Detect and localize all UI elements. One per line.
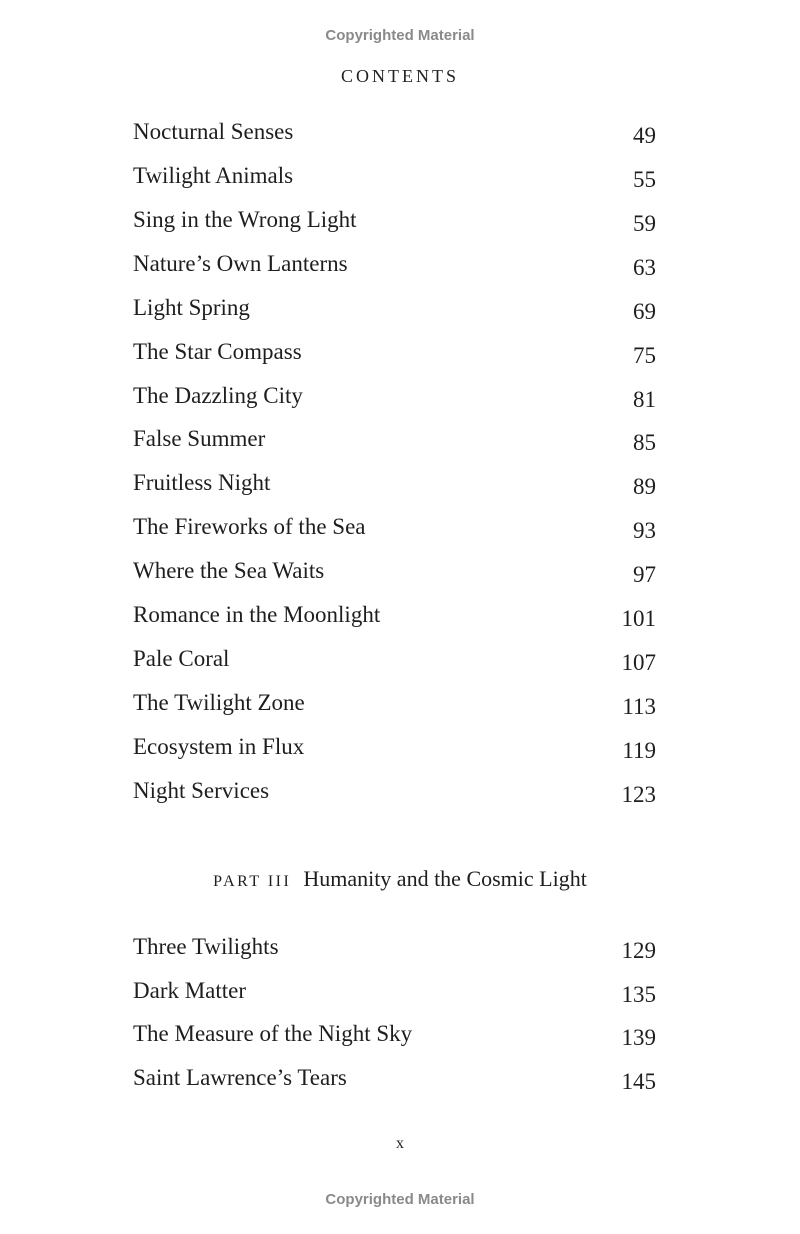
toc-entry-page: 85 <box>633 430 656 456</box>
toc-entry-page: 129 <box>621 938 656 963</box>
toc-entry <box>133 512 656 556</box>
toc-entry-title: Fruitless Night <box>133 470 271 496</box>
toc-entry-page: 55 <box>633 166 656 192</box>
toc-entry <box>133 468 656 512</box>
toc-entry-page: 63 <box>633 254 656 280</box>
toc-entry-title: Where the Sea Waits <box>133 558 325 584</box>
toc-entry-title: Light Spring <box>133 294 250 320</box>
toc-entry <box>133 976 656 1020</box>
toc-entry-page: 145 <box>621 1068 656 1094</box>
toc-entry-title: Three Twilights <box>133 934 279 959</box>
toc-entry <box>133 1019 656 1063</box>
toc-entry-title: Sing in the Wrong Light <box>133 206 357 232</box>
toc-entry-title: Dark Matter <box>133 977 247 1003</box>
toc-entry-title: False Summer <box>133 426 266 452</box>
toc-entry <box>133 293 656 337</box>
toc-entry-page: 107 <box>621 650 656 676</box>
toc-list <box>133 117 656 820</box>
toc-entry-page: 119 <box>622 737 656 763</box>
part-title: Humanity and the Cosmic Light <box>303 866 587 891</box>
toc-entry <box>133 1063 656 1107</box>
toc-entry-page: 89 <box>633 474 656 500</box>
toc-entry <box>133 644 656 688</box>
toc-entry-page: 81 <box>633 386 656 412</box>
toc-entry-page: 69 <box>633 298 656 324</box>
toc-entry <box>133 424 656 468</box>
contents-heading: CONTENTS <box>341 66 459 86</box>
toc-entry-page: 49 <box>633 123 656 148</box>
toc-entry-title: Ecosystem in Flux <box>133 733 305 759</box>
toc-entry-title: The Twilight Zone <box>133 689 305 715</box>
toc-entry <box>133 732 656 776</box>
toc-entry <box>133 688 656 732</box>
toc-entry-title: Nocturnal Senses <box>133 119 294 144</box>
toc-entry <box>133 161 656 205</box>
toc-entry-page: 123 <box>621 781 656 807</box>
toc-entry <box>133 381 656 425</box>
toc-entry-title: The Star Compass <box>133 338 302 364</box>
toc-entry-page: 75 <box>633 342 656 368</box>
toc-entry-page: 97 <box>633 562 656 588</box>
toc-entry <box>133 932 656 976</box>
toc-entry-page: 59 <box>633 210 656 236</box>
watermark-bottom: Copyrighted Material <box>325 1191 475 1208</box>
toc-entry <box>133 249 656 293</box>
toc-entry-title: Pale Coral <box>133 646 230 672</box>
toc-entry <box>133 556 656 600</box>
toc-entry-page: 135 <box>621 981 656 1007</box>
toc-entry <box>133 117 656 161</box>
part-heading <box>0 866 800 892</box>
watermark-top: Copyrighted Material <box>325 27 475 44</box>
toc-entry-title: Night Services <box>133 777 270 803</box>
toc-entry-page: 113 <box>622 693 656 719</box>
toc-entry-title: The Measure of the Night Sky <box>133 1021 413 1047</box>
toc-entry-title: The Dazzling City <box>133 382 303 408</box>
toc-entry <box>133 776 656 820</box>
toc-entry-page: 139 <box>621 1025 656 1051</box>
toc-entry-title: Romance in the Moonlight <box>133 602 381 628</box>
toc-entry <box>133 600 656 644</box>
toc-list-part3 <box>133 932 656 1107</box>
toc-entry <box>133 337 656 381</box>
toc-entry-title: Saint Lawrence’s Tears <box>133 1064 347 1090</box>
page-number: x <box>396 1135 404 1152</box>
toc-entry-title: Twilight Animals <box>133 162 294 188</box>
toc-entry-title: Nature’s Own Lanterns <box>133 250 348 276</box>
part-label: PART III <box>213 873 292 890</box>
toc-entry <box>133 205 656 249</box>
toc-entry-page: 101 <box>621 606 656 632</box>
toc-entry-title: The Fireworks of the Sea <box>133 514 366 540</box>
toc-entry-page: 93 <box>633 518 656 544</box>
